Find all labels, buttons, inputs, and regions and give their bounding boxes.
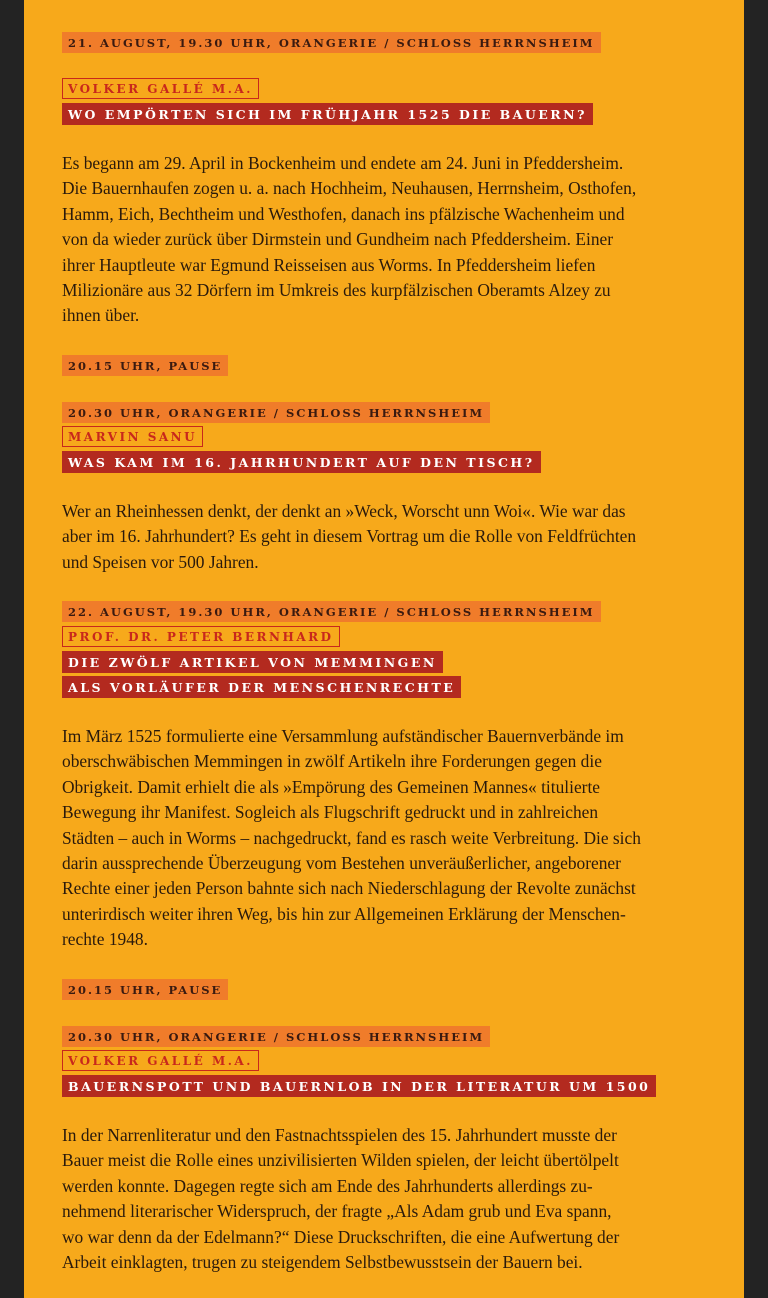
event1-line: ihrer Hauptleute war Egmund Reisseisen aus Worms. In Pfeddersheim liefen [62, 254, 596, 275]
event1-line: Hamm, Eich, Bechtheim und Westhofen, danach ins pfälzische Wachenheim und [62, 203, 625, 224]
event3-line: unterirdisch weiter ihren Weg, bis hin zur Allgemeinen Erklärung der Menschen- [62, 903, 626, 924]
event4-line: wo war denn da der Edelmann?“ Diese Druckschriften, die eine Aufwertung der [62, 1226, 620, 1247]
event1-line: Milizionäre aus 32 Dörfern im Umkreis des kurpfälzischen Oberamts Alzey zu [62, 280, 611, 301]
event3-line: Obrigkeit. Damit erhielt die als »Empörung des Gemeinen Mannes« titulierte [62, 776, 601, 797]
event1-speaker: VOLKER GALLÉ M.A. [62, 78, 259, 99]
event2-title: WAS KAM IM 16. JAHRHUNDERT AUF DEN TISCH? [62, 451, 541, 473]
event1-title: WO EMPÖRTEN SICH IM FRÜHJAHR 1525 DIE BAUERN? [62, 103, 593, 125]
event2-line: aber im 16. Jahrhundert? Es geht in diesem Vortrag um die Rolle von Feldfrüchten [62, 526, 637, 547]
event2-line: Wer an Rheinhessen denkt, der denkt an »Weck, Worscht unn Woi«. Wie war das [62, 501, 626, 521]
event1-line: ihnen über. [62, 305, 140, 326]
event3-line: darin aussprechende Überzeugung vom Bestehen unveräußerlicher, angeborener [62, 853, 621, 874]
event3-line: Städten – auch in Worms – nachgedruckt, fand es rasch weite Verbreitung. Die sich [62, 827, 641, 848]
event3-line: oberschwäbischen Memmingen in zwölf Artikeln ihre Forderungen gegen die [62, 751, 602, 772]
event3-line: rechte 1948. [62, 929, 148, 950]
event3-line: Rechte einer jeden Person bahnte sich nach Niederschlagung der Revolte zunächst [62, 878, 636, 899]
event3-title-line1: DIE ZWÖLF ARTIKEL VON MEMMINGEN [62, 651, 443, 673]
event3-description [62, 724, 712, 953]
event4-title: BAUERNSPOTT UND BAUERNLOB IN DER LITERATUR UM 1500 [62, 1075, 656, 1097]
event1-date-tag: 21. AUGUST, 19.30 UHR, ORANGERIE / SCHLOSS HERRNSHEIM [62, 32, 601, 53]
event2-line: und Speisen vor 500 Jahren. [62, 551, 259, 572]
event1-line: Es begann am 29. April in Bockenheim und endete am 24. Juni in Pfeddersheim. [62, 153, 624, 173]
event2-speaker: MARVIN SANU [62, 426, 203, 447]
event3-line: Bewegung ihr Manifest. Sogleich als Flugschrift gedruckt und in zahlreichen [62, 802, 599, 823]
event4-line: nehmend literarischer Widerspruch, der fragte „Als Adam grub und Eva spann, [62, 1201, 612, 1222]
event4-speaker: VOLKER GALLÉ M.A. [62, 1050, 259, 1071]
event3-date-tag: 22. AUGUST, 19.30 UHR, ORANGERIE / SCHLOSS HERRNSHEIM [62, 601, 601, 622]
event4-line: In der Narrenliteratur und den Fastnachtsspielen des 15. Jahrhundert musste der [62, 1125, 617, 1145]
event3-speaker: PROF. DR. PETER BERNHARD [62, 626, 340, 647]
event4-date-tag: 20.30 UHR, ORANGERIE / SCHLOSS HERRNSHEIM [62, 1026, 490, 1047]
program-page [24, 0, 744, 1298]
event4-line: Arbeit einklagten, trugen zu steigendem Selbstbewusstsein der Bauern bei. [62, 1252, 583, 1273]
pause1-tag: 20.15 UHR, PAUSE [62, 355, 228, 376]
event4-line: Bauer meist die Rolle eines unzivilisierten Wilden spielen, der leicht übertölpelt [62, 1150, 619, 1171]
event3-title-line2: ALS VORLÄUFER DER MENSCHENRECHTE [62, 676, 461, 698]
event3-line: Im März 1525 formulierte eine Versammlung aufständischer Bauernverbände im [62, 726, 624, 746]
pause2-tag: 20.15 UHR, PAUSE [62, 979, 228, 1000]
event2-date-tag: 20.30 UHR, ORANGERIE / SCHLOSS HERRNSHEIM [62, 402, 490, 423]
event2-description [62, 499, 712, 575]
event1-line: von da wieder zurück über Dirmstein und Gundheim nach Pfeddersheim. Einer [62, 229, 614, 250]
event1-line: Die Bauernhaufen zogen u. a. nach Hochheim, Neuhausen, Herrnsheim, Osthofen, [62, 178, 637, 199]
event4-description [62, 1123, 712, 1275]
event1-description [62, 151, 712, 329]
event4-line: werden konnte. Dagegen regte sich am Ende des Jahrhunderts allerdings zu- [62, 1175, 593, 1196]
